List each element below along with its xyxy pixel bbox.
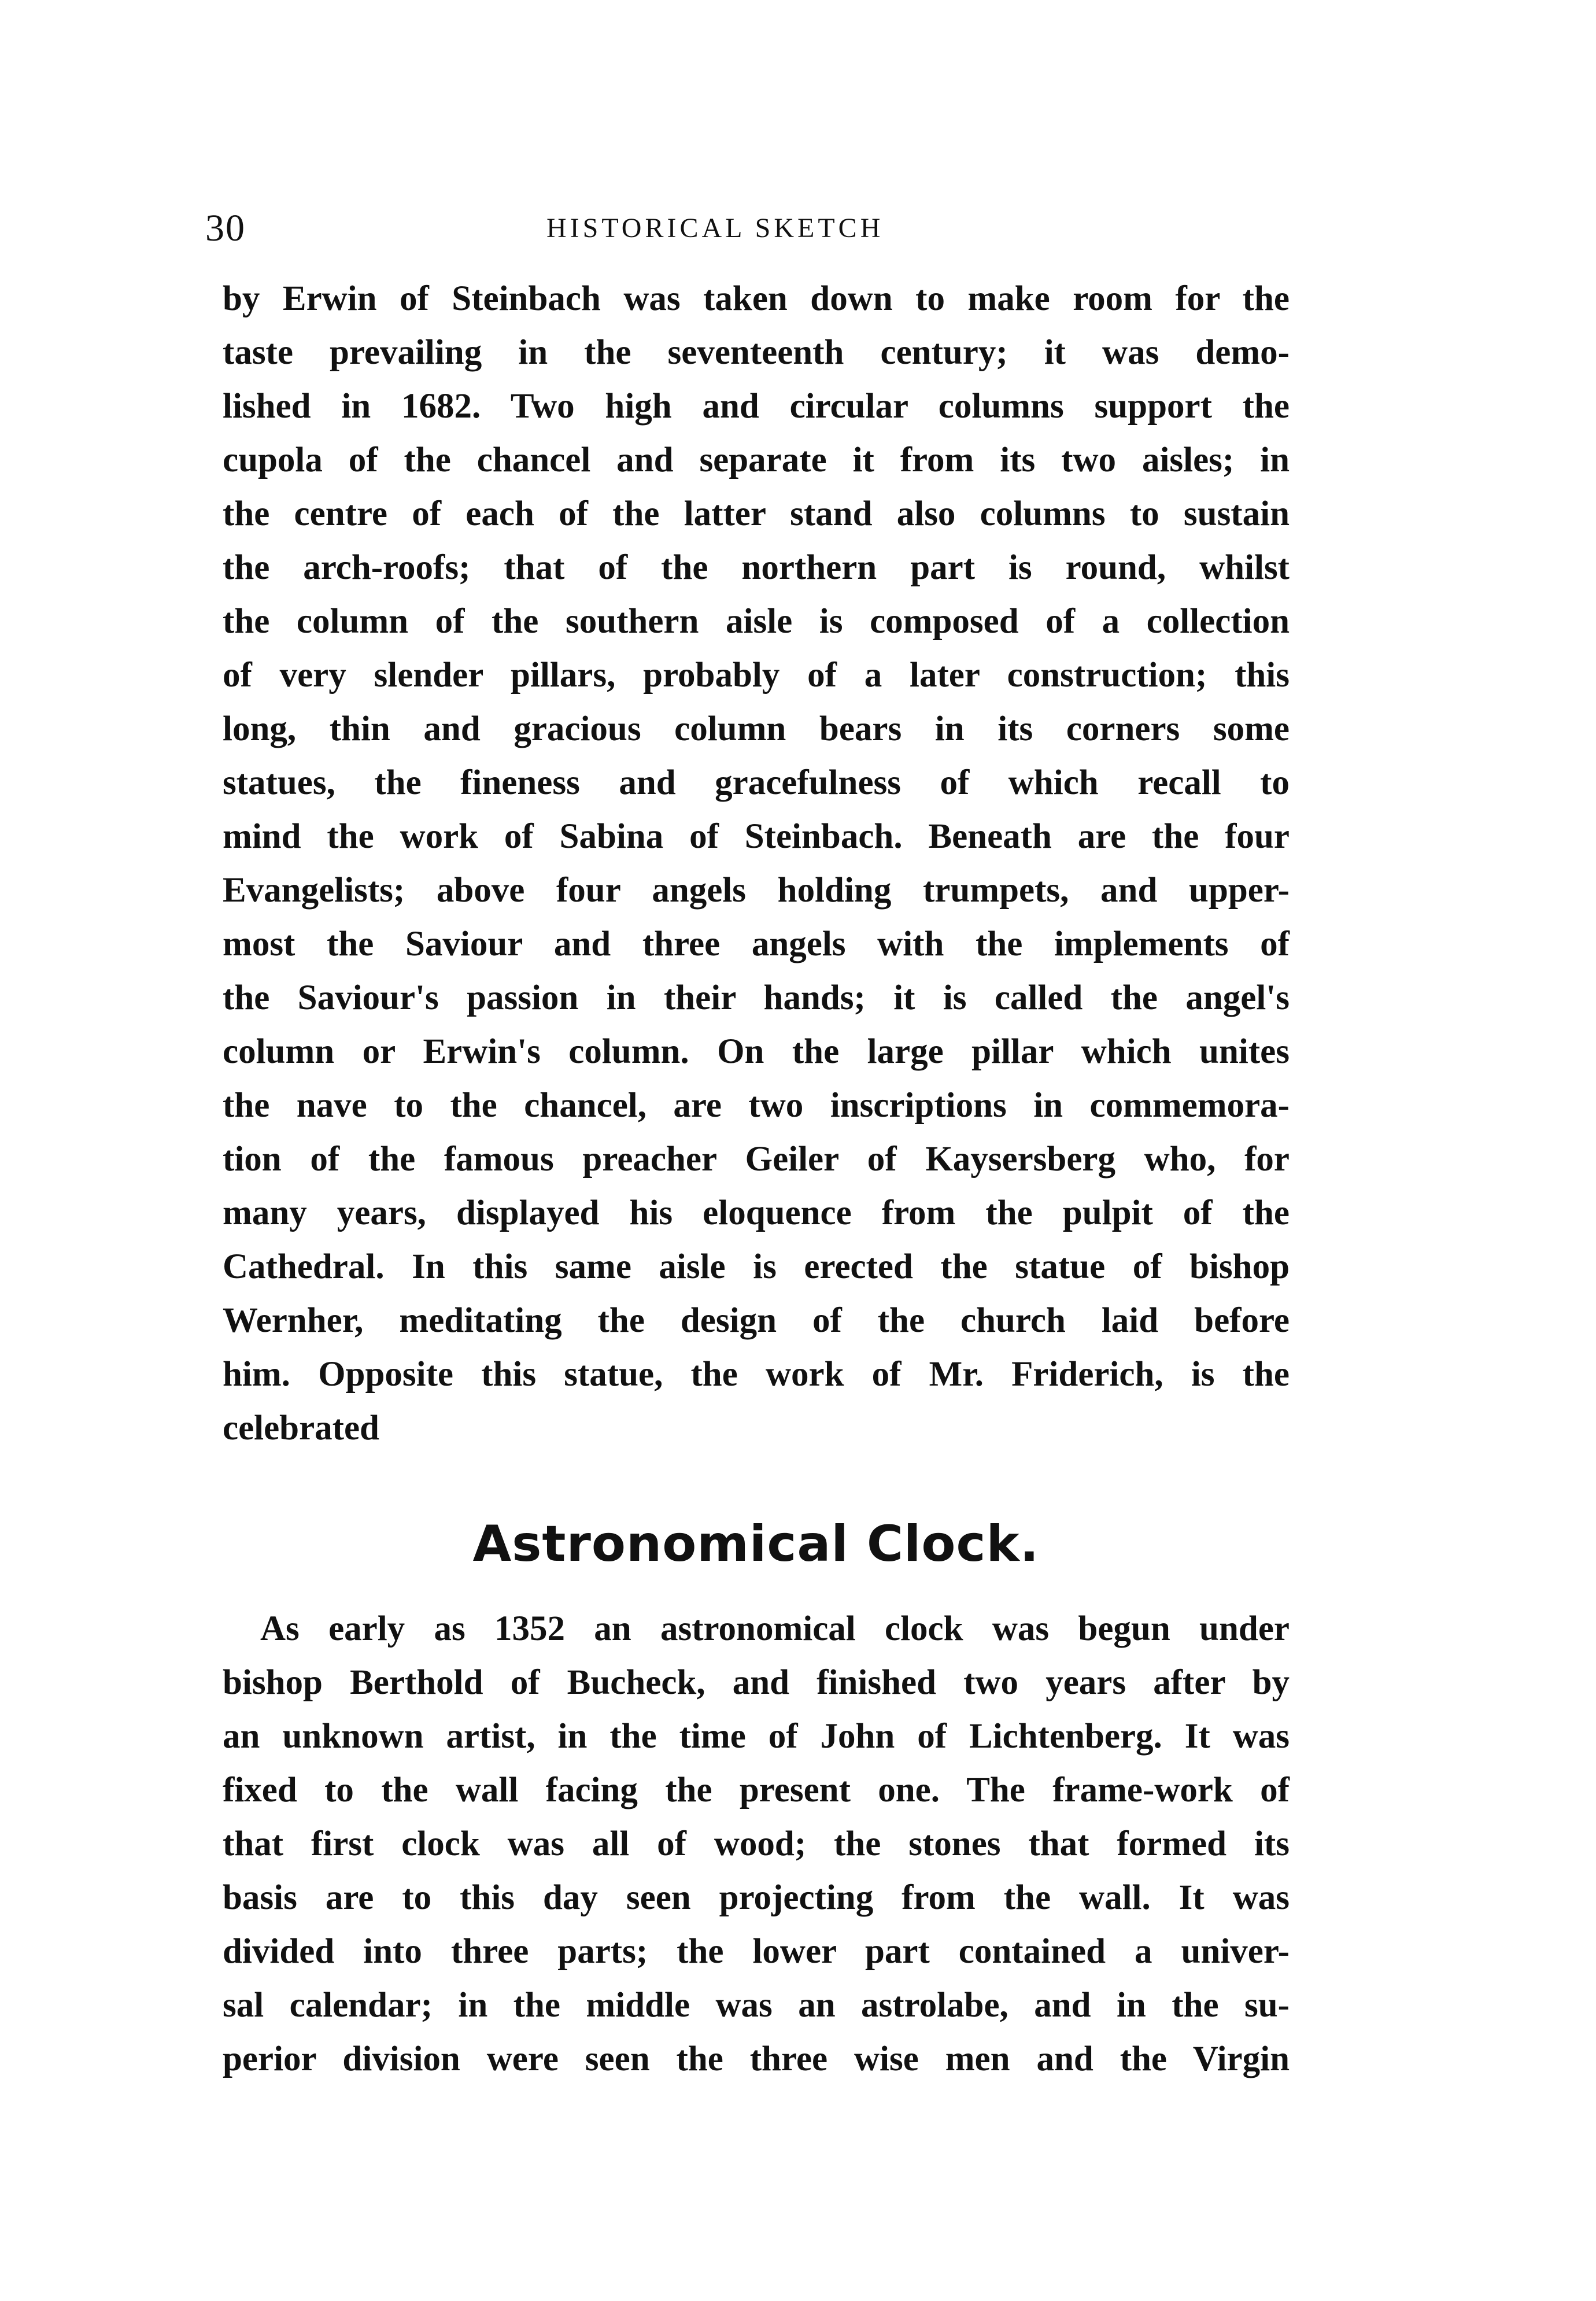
text-line: an unknown artist, in the time of John of Lichtenberg. It was <box>223 1717 1290 1756</box>
text-line: the centre of each of the latter stand also columns to sustain <box>223 494 1290 533</box>
text-line: the nave to the chancel, are two inscriptions in commemora- <box>223 1086 1290 1125</box>
text-line: sal calendar; in the middle was an astrolabe, and in the su- <box>223 1986 1290 2025</box>
running-head <box>205 202 1362 254</box>
text-line: cupola of the chancel and separate it from its two aisles; in <box>223 441 1290 479</box>
text-line: fixed to the wall facing the present one. The frame-work of <box>223 1771 1290 1809</box>
text-line: lished in 1682. Two high and circular columns support the <box>223 387 1290 426</box>
text-line: bishop Berthold of Bucheck, and finished two years after by <box>223 1663 1290 1702</box>
text-line: the column of the southern aisle is composed of a collection <box>223 602 1290 641</box>
text-line: Wernher, meditating the design of the church laid before <box>223 1301 1290 1340</box>
body-paragraph-2 <box>223 1602 1290 2086</box>
text-line: Evangelists; above four angels holding trumpets, and upper- <box>223 871 1290 910</box>
text-line: the Saviour's passion in their hands; it is called the angel's <box>223 978 1290 1017</box>
text-line: Cathedral. In this same aisle is erected the statue of bishop <box>223 1247 1290 1286</box>
text-line: tion of the famous preacher Geiler of Kaysersberg who, for <box>223 1140 1290 1179</box>
text-line: him. Opposite this statue, the work of Mr. Friderich, is the <box>223 1355 1290 1394</box>
running-title: HISTORICAL SKETCH <box>546 213 884 243</box>
text-line: As early as 1352 an astronomical clock was begun under <box>260 1609 1290 1648</box>
text-line: statues, the fineness and gracefulness of which recall to <box>223 763 1290 802</box>
text-line: many years, displayed his eloquence from the pulpit of the <box>223 1194 1290 1232</box>
text-line: that first clock was all of wood; the stones that formed its <box>223 1824 1290 1863</box>
text-line: the arch-roofs; that of the northern part is round, whilst <box>223 548 1290 587</box>
text-line: divided into three parts; the lower part contained a univer- <box>223 1932 1290 1971</box>
text-line: perior division were seen the three wise men and the Virgin <box>223 2040 1290 2078</box>
text-line: basis are to this day seen projecting from the wall. It was <box>223 1878 1290 1917</box>
text-line: by Erwin of Steinbach was taken down to make room for the <box>223 279 1290 318</box>
page-number: 30 <box>205 207 246 249</box>
text-line: mind the work of Sabina of Steinbach. Beneath are the four <box>223 817 1290 856</box>
text-line: celebrated <box>223 1409 379 1447</box>
text-line: of very slender pillars, probably of a later construction; this <box>223 656 1290 695</box>
section-heading: Astronomical Clock. <box>472 1515 1040 1573</box>
text-line: most the Saviour and three angels with the implements of <box>223 925 1290 963</box>
text-line: column or Erwin's column. On the large pillar which unites <box>223 1032 1290 1071</box>
body-paragraph-1 <box>223 272 1290 1455</box>
text-line: long, thin and gracious column bears in its corners some <box>223 710 1290 748</box>
text-line: taste prevailing in the seventeenth century; it was demo- <box>223 333 1290 372</box>
